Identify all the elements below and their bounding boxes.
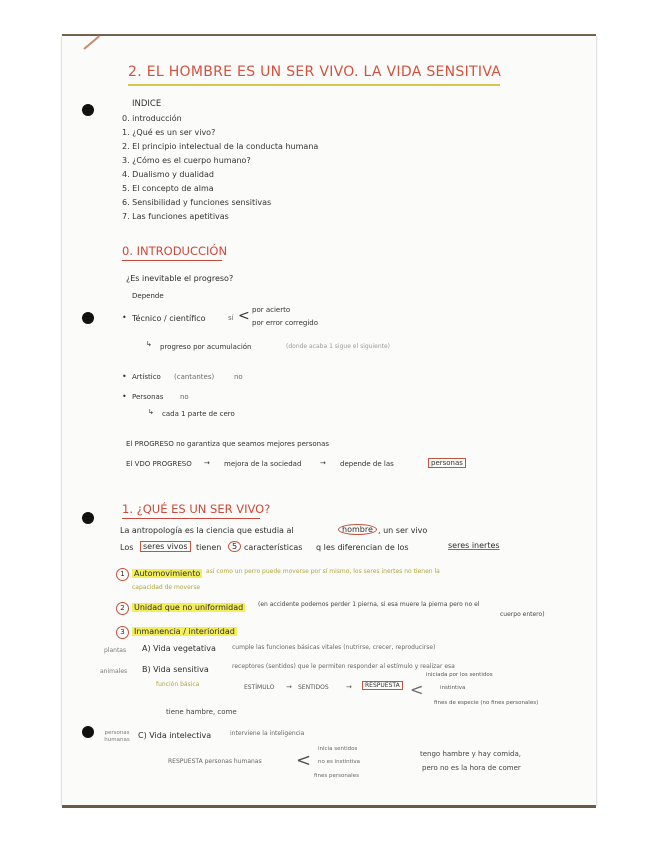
branch-arrow-icon: < bbox=[296, 750, 312, 771]
c1-note2: capacidad de moverse bbox=[132, 584, 201, 591]
sec1-line1-b: , un ser vivo bbox=[378, 526, 428, 535]
personas-label: Personas bbox=[132, 393, 164, 401]
heading-underline bbox=[122, 518, 260, 519]
index-heading: INDICE bbox=[132, 99, 162, 109]
punch-hole bbox=[82, 312, 94, 324]
bullet: • bbox=[122, 392, 127, 401]
arrow-icon: → bbox=[286, 683, 292, 691]
arrow-icon: → bbox=[204, 459, 210, 467]
tecnico-branch: por acierto bbox=[252, 306, 291, 314]
inmanencia-label: Inmanencia / interioridad bbox=[134, 627, 235, 636]
progreso-line2c: depende de las bbox=[340, 460, 394, 468]
paper-edge-bottom bbox=[62, 805, 596, 808]
rp-branch: fines personales bbox=[314, 773, 359, 779]
respuesta-personas: RESPUESTA personas humanas bbox=[168, 758, 262, 765]
sec1-line2-e: seres inertes bbox=[448, 541, 500, 550]
cada-uno: cada 1 parte de cero bbox=[162, 410, 235, 418]
c2-note: (en accidente podemos perder 1 pierna, si esa muere la pierna pero no el bbox=[258, 601, 480, 608]
arrow-icon: ↳ bbox=[146, 340, 152, 348]
arrow-icon: ↳ bbox=[148, 408, 154, 416]
estimulo: ESTÍMULO bbox=[244, 684, 275, 691]
bullet: • bbox=[122, 372, 127, 381]
bullet: • bbox=[122, 313, 127, 322]
cinco-circled: 5 bbox=[228, 541, 241, 552]
vida-intelectiva: C) Vida intelectiva bbox=[138, 731, 212, 740]
index-item: 7. Las funciones apetitivas bbox=[122, 212, 229, 221]
sec1-line2-c: características bbox=[244, 543, 303, 552]
index-item: 2. El principio intelectual de la conducta humana bbox=[122, 142, 319, 151]
intelectiva-note: interviene la inteligencia bbox=[230, 730, 305, 737]
index-item: 5. El concepto de alma bbox=[122, 184, 214, 193]
sensitiva-note: receptores (sentidos) que le permiten responder al estímulo y realizar esa bbox=[232, 663, 455, 670]
progreso-note: (donde acaba 1 sigue el siguiente) bbox=[286, 343, 391, 350]
characteristic-2 bbox=[116, 602, 245, 615]
section-heading-ser-vivo: 1. ¿QUÉ ES UN SER VIVO? bbox=[122, 502, 271, 516]
respuesta-branch: instintiva bbox=[440, 685, 466, 691]
animales-label: animales bbox=[100, 668, 128, 675]
progreso-line1: El PROGRESO no garantiza que seamos mejores personas bbox=[126, 440, 330, 448]
rp-branch: no es instintiva bbox=[318, 759, 360, 765]
c1-note: así como un perro puede moverse por sí mismo, los seres inertes no tienen la bbox=[206, 568, 440, 575]
hombre-circled: hombre bbox=[338, 524, 377, 535]
page-title: 2. EL HOMBRE ES UN SER VIVO. LA VIDA SENSITIVA bbox=[128, 64, 502, 80]
number-circle: 1 bbox=[116, 568, 129, 581]
sec1-line1-a: La antropología es la ciencia que estudia al bbox=[120, 526, 294, 535]
intro-question: ¿Es inevitable el progreso? bbox=[126, 274, 234, 283]
hambre-example: tiene hambre, come bbox=[166, 708, 237, 716]
number-circle: 2 bbox=[116, 602, 129, 615]
seres-vivos-box: seres vivos bbox=[140, 541, 191, 552]
tecnico-si: sí bbox=[228, 314, 234, 322]
punch-hole bbox=[82, 104, 94, 116]
artistico-no: no bbox=[234, 373, 243, 381]
index-item: 1. ¿Qué es un ser vivo? bbox=[122, 128, 216, 137]
automovimiento-label: Automovimiento bbox=[134, 569, 201, 578]
arrow-icon: → bbox=[320, 459, 326, 467]
arrow-icon: → bbox=[346, 683, 352, 691]
index-item: 0. introducción bbox=[122, 114, 182, 123]
sec1-line2-b: tienen bbox=[196, 543, 222, 552]
vida-sensitiva: B) Vida sensitiva bbox=[142, 665, 209, 674]
progreso-acumulacion: progreso por acumulación bbox=[160, 343, 252, 351]
personas-humanas-label: personas humanas bbox=[104, 730, 130, 743]
respuesta-branch: iniciada por los sentidos bbox=[426, 672, 493, 678]
index-item: 3. ¿Cómo es el cuerpo humano? bbox=[122, 156, 251, 165]
tecnico-label: Técnico / científico bbox=[132, 314, 206, 323]
notebook-page bbox=[62, 36, 596, 806]
progreso-line2a: El VDO PROGRESO bbox=[126, 460, 192, 468]
side-example-1: tengo hambre y hay comida, bbox=[420, 750, 521, 758]
punch-hole bbox=[82, 512, 94, 524]
respuesta-box: RESPUESTA bbox=[362, 681, 403, 690]
unidad-label: Unidad que no uniformidad bbox=[134, 603, 244, 612]
progreso-line2b: mejora de la sociedad bbox=[224, 460, 302, 468]
branch-bracket-icon: < bbox=[410, 680, 424, 699]
c2-note2: cuerpo entero) bbox=[500, 611, 545, 618]
title-underline bbox=[128, 84, 500, 86]
number-circle: 3 bbox=[116, 626, 129, 639]
tecnico-branch: por error corregido bbox=[252, 319, 319, 327]
characteristic-1 bbox=[116, 568, 202, 581]
characteristic-3 bbox=[116, 626, 237, 639]
heading-underline bbox=[122, 260, 222, 261]
section-heading-intro: 0. INTRODUCCIÓN bbox=[122, 244, 228, 258]
artistico-note: (cantantes) bbox=[174, 373, 215, 381]
sec1-line2-a: Los bbox=[120, 543, 134, 552]
sentidos: SENTIDOS bbox=[298, 684, 329, 691]
artistico-label: Artístico bbox=[132, 373, 161, 381]
branch-bracket-icon: < bbox=[238, 308, 250, 324]
index-item: 4. Dualismo y dualidad bbox=[122, 170, 214, 179]
vida-vegetativa: A) Vida vegetativa bbox=[142, 644, 216, 653]
personas-box: personas bbox=[428, 458, 466, 468]
personas-no: no bbox=[180, 393, 189, 401]
index-item: 6. Sensibilidad y funciones sensitivas bbox=[122, 198, 272, 207]
vegetativa-note: cumple las funciones básicas vitales (nutrirse, crecer, reproducirse) bbox=[232, 644, 436, 651]
plantas-label: plantas bbox=[104, 647, 127, 654]
side-example-2: pero no es la hora de comer bbox=[422, 764, 521, 772]
funcion-basica: función básica bbox=[156, 681, 200, 688]
respuesta-branch: fines de especie (no fines personales) bbox=[434, 700, 539, 706]
punch-hole bbox=[82, 726, 94, 738]
sec1-line2-d: q les diferencian de los bbox=[316, 543, 409, 552]
rp-branch: inicia sentidos bbox=[318, 746, 358, 752]
intro-depende: Depende bbox=[132, 292, 164, 300]
